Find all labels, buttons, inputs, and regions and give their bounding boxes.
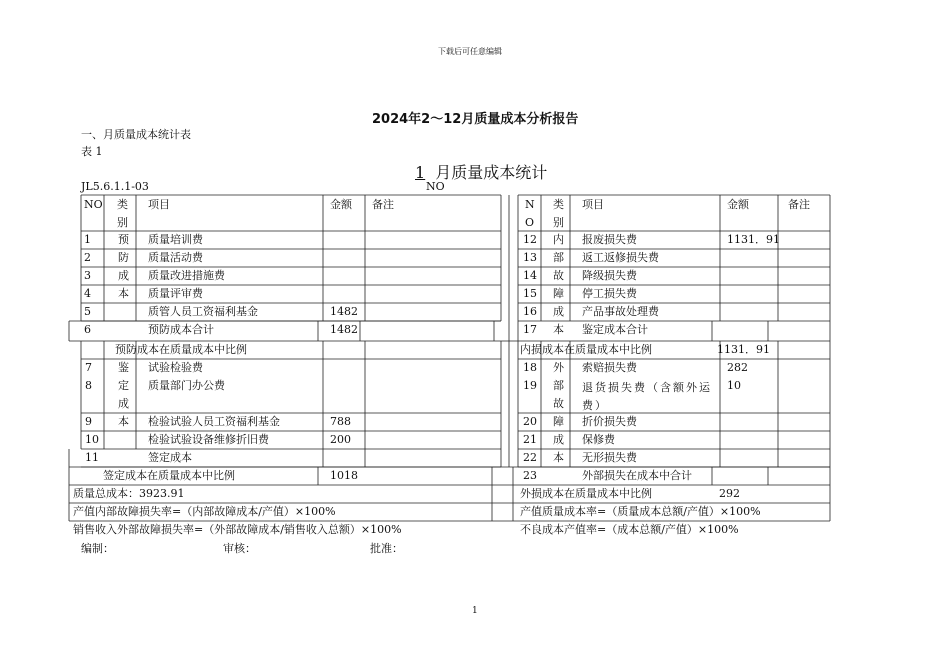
header-note-right: 备注 <box>788 198 810 211</box>
table-row-item-right: 折价损失费 <box>582 415 637 428</box>
header-no-right: O <box>525 216 535 229</box>
table-row-no-right: 19 <box>523 379 537 392</box>
category-appraisal: 鉴 <box>118 361 129 374</box>
table-row-no-right: 21 <box>523 433 537 446</box>
table-row-item: 质量活动费 <box>148 251 203 264</box>
sign-reviewer: 审核： <box>223 542 256 555</box>
category-internal: 障 <box>553 287 564 300</box>
table-row-item: 质量培训费 <box>148 233 203 246</box>
header-category-right: 别 <box>553 216 564 229</box>
table-title-text: 月质量成本统计 <box>435 163 548 182</box>
header-amount: 金额 <box>330 198 352 211</box>
summary-external-ratio-value: 292 <box>719 487 740 500</box>
table-row-item-right: 索赔损失费 <box>582 361 637 374</box>
table-row-no: 3 <box>84 269 91 282</box>
table-row-item: 预防成本合计 <box>148 323 214 336</box>
table-row-item-right: 返工返修损失费 <box>582 251 659 264</box>
header-category-right: 类 <box>553 198 564 211</box>
table-row-amount: 1482 <box>330 305 358 318</box>
table-row-no: 4 <box>84 287 91 300</box>
category-external: 故 <box>553 397 564 410</box>
table-row-item-right: 停工损失费 <box>582 287 637 300</box>
table-row-no-right: 22 <box>523 451 537 464</box>
category-internal: 故 <box>553 269 564 282</box>
page-number: 1 <box>472 606 478 616</box>
category-external: 外 <box>553 361 564 374</box>
category-external: 障 <box>553 415 564 428</box>
table-row-item: 质管人员工资福利基金 <box>148 305 258 318</box>
table-row-item-right: 保修费 <box>582 433 615 446</box>
table-row-no-right: 23 <box>523 469 537 482</box>
table-row-no-right: 13 <box>523 251 537 264</box>
table-row-no: 5 <box>84 305 91 318</box>
header-category: 别 <box>117 216 128 229</box>
table-row-amount: 788 <box>330 415 351 428</box>
summary-appraisal-ratio: 签定成本在质量成本中比例 <box>103 469 235 482</box>
table-row-item-right: 报废损失费 <box>582 233 637 246</box>
no-label: NO <box>426 180 445 193</box>
table-row-amount-right: 10 <box>727 379 741 392</box>
summary-internal-ratio: 内损成本在质量成本中比例 <box>520 343 652 356</box>
table-row-item-right: 退货损失费（含额外运费） <box>582 381 712 412</box>
table-row-item: 签定成本 <box>148 451 192 464</box>
category-appraisal: 成 <box>118 397 129 410</box>
table-row-no-right: 20 <box>523 415 537 428</box>
category-prevent: 预 <box>118 233 129 246</box>
category-prevent: 防 <box>118 251 129 264</box>
table-row-no: 9 <box>85 415 92 428</box>
table-row-amount-right: 1131．91 <box>727 233 780 246</box>
table-row-item: 质量部门办公费 <box>148 379 225 392</box>
table-row-item-right: 产品事故处理费 <box>582 305 659 318</box>
formula-quality-cost: 产值质量成本率=（质量成本总额/产值）×100% <box>520 505 761 518</box>
table-row-item-right: 鉴定成本合计 <box>582 323 648 336</box>
table-row-no: 2 <box>84 251 91 264</box>
category-external: 本 <box>553 451 564 464</box>
table-row-no: 6 <box>84 323 91 336</box>
table-row-amount-right: 282 <box>727 361 748 374</box>
summary-external-ratio: 外损成本在质量成本中比例 <box>520 487 652 500</box>
category-internal: 部 <box>553 251 564 264</box>
table-row-item-right: 无形损失费 <box>582 451 637 464</box>
header-amount-right: 金额 <box>727 198 749 211</box>
category-appraisal: 定 <box>118 379 129 392</box>
summary-appraisal-ratio-value: 1018 <box>330 469 358 482</box>
table-row-no-right: 15 <box>523 287 537 300</box>
table-row-item: 检验试验设备维修折旧费 <box>148 433 269 446</box>
summary-internal-ratio-value: 1131．91 <box>717 343 770 356</box>
header-category: 类 <box>117 198 128 211</box>
category-external: 部 <box>553 379 564 392</box>
table-row-no: 10 <box>85 433 99 446</box>
section-heading: 一、月质量成本统计表 <box>81 128 191 141</box>
formula-external-loss: 销售收入外部故障损失率=（外部故障成本/销售收入总额）×100% <box>73 523 402 536</box>
formula-bad-cost: 不良成本产值率=（成本总额/产值）×100% <box>520 523 739 536</box>
table-row-item: 质量改进措施费 <box>148 269 225 282</box>
category-external: 成 <box>553 433 564 446</box>
table-row-no-right: 14 <box>523 269 537 282</box>
category-internal: 内 <box>553 233 564 246</box>
category-prevent: 成 <box>118 269 129 282</box>
sign-approver: 批准： <box>370 542 403 555</box>
category-internal: 本 <box>553 323 564 336</box>
table-row-no: 11 <box>85 451 99 464</box>
header-item: 项目 <box>148 198 170 211</box>
category-internal: 成 <box>553 305 564 318</box>
formula-internal-loss: 产值内部故障损失率=（内部故障成本/产值）×100% <box>73 505 336 518</box>
category-prevent: 本 <box>118 287 129 300</box>
table-row-item-right: 降级损失费 <box>582 269 637 282</box>
doc-code: JL5.6.1.1-03 <box>81 180 149 193</box>
header-item-right: 项目 <box>582 198 604 211</box>
table-row-no-right: 18 <box>523 361 537 374</box>
table-label: 表 1 <box>81 145 103 158</box>
header-no: NO <box>84 198 103 211</box>
table-row-amount: 200 <box>330 433 351 446</box>
table-row-item-right: 外部损失在成本中合计 <box>582 469 692 482</box>
header-note: 下载后可任意编辑 <box>438 47 502 56</box>
table-row-no: 7 <box>85 361 92 374</box>
table-row-no-right: 16 <box>523 305 537 318</box>
summary-total: 质量总成本：3923.91 <box>73 487 185 500</box>
table-row-item: 试验检验费 <box>148 361 203 374</box>
summary-prevent-ratio: 预防成本在质量成本中比例 <box>115 343 247 356</box>
table-row-no: 8 <box>85 379 92 392</box>
table-row-no: 1 <box>84 233 91 246</box>
table-title-number: 1 <box>415 163 426 182</box>
header-note: 备注 <box>372 198 394 211</box>
table-row-no-right: 17 <box>523 323 537 336</box>
report-title: 2024年2～12月质量成本分析报告 <box>372 112 579 127</box>
table-row-item: 质量评审费 <box>148 287 203 300</box>
category-appraisal: 本 <box>118 415 129 428</box>
table-row-item: 检验试验人员工资福利基金 <box>148 415 280 428</box>
sign-editor: 编制： <box>81 542 114 555</box>
header-no-right: N <box>525 198 535 211</box>
table-row-no-right: 12 <box>523 233 537 246</box>
table-row-amount: 1482 <box>330 323 358 336</box>
